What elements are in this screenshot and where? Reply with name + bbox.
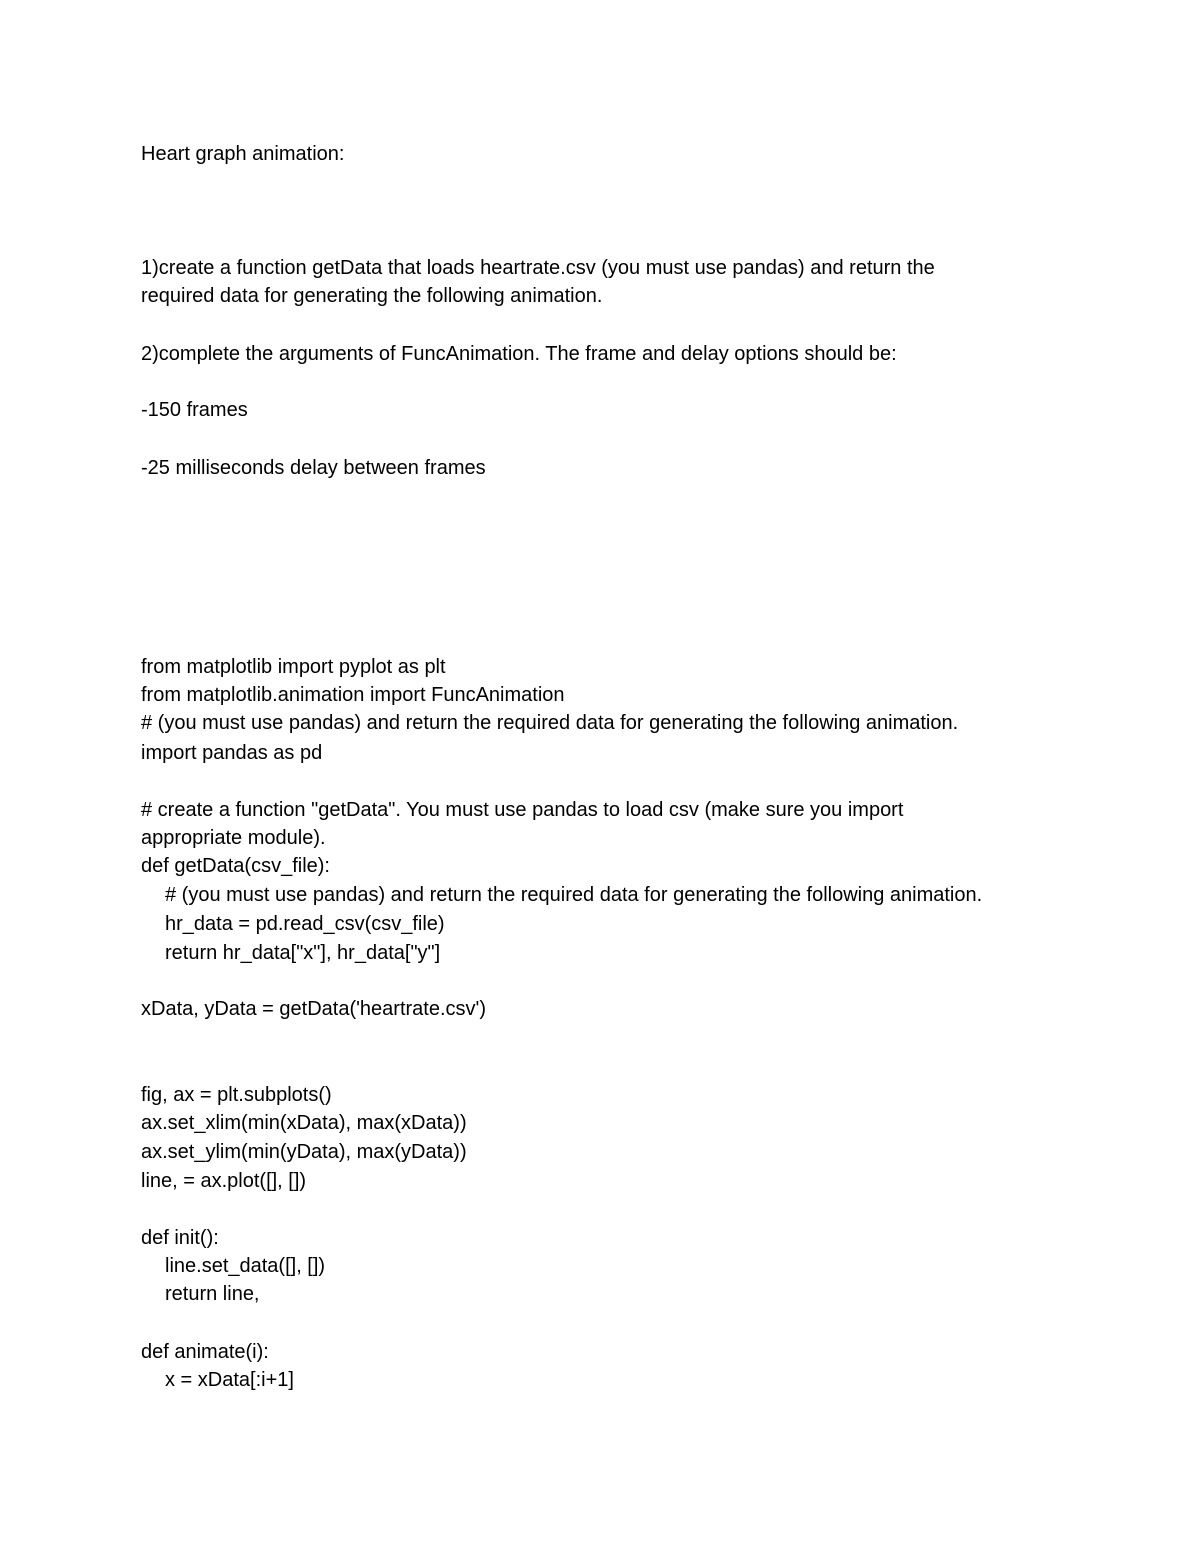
code-line: from matplotlib.animation import FuncAnimation	[141, 684, 565, 706]
code-line: # (you must use pandas) and return the required data for generating the following animation.	[141, 712, 959, 734]
code-line: from matplotlib import pyplot as plt	[141, 656, 446, 678]
instruction-line-2: required data for generating the following animation.	[141, 285, 603, 307]
code-line: # create a function "getData". You must use pandas to load csv (make sure you import	[141, 799, 904, 821]
code-line: ax.set_xlim(min(xData), max(xData))	[141, 1112, 467, 1134]
code-line: ax.set_ylim(min(yData), max(yData))	[141, 1141, 467, 1163]
code-line: return line,	[165, 1283, 260, 1305]
code-line: hr_data = pd.read_csv(csv_file)	[165, 913, 445, 935]
code-line: line, = ax.plot([], [])	[141, 1170, 307, 1192]
code-line: appropriate module).	[141, 827, 326, 849]
document-page	[141, 0, 1141, 1553]
code-line: line.set_data([], [])	[165, 1255, 326, 1277]
code-line: fig, ax = plt.subplots()	[141, 1084, 332, 1106]
code-line: x = xData[:i+1]	[165, 1369, 294, 1391]
instruction-delay: -25 milliseconds delay between frames	[141, 457, 486, 479]
code-line: def getData(csv_file):	[141, 855, 330, 877]
instruction-line-3: 2)complete the arguments of FuncAnimation. The frame and delay options should be:	[141, 343, 897, 365]
code-line: def init():	[141, 1227, 219, 1249]
code-line: # (you must use pandas) and return the required data for generating the following animation.	[165, 884, 983, 906]
instruction-frames: -150 frames	[141, 399, 248, 421]
code-line: def animate(i):	[141, 1341, 269, 1363]
code-line: return hr_data["x"], hr_data["y"]	[165, 942, 441, 964]
code-line: import pandas as pd	[141, 742, 323, 764]
instruction-line-1: 1)create a function getData that loads heartrate.csv (you must use pandas) and return the	[141, 257, 935, 279]
code-line: xData, yData = getData('heartrate.csv')	[141, 998, 487, 1020]
document-title: Heart graph animation:	[141, 143, 345, 165]
